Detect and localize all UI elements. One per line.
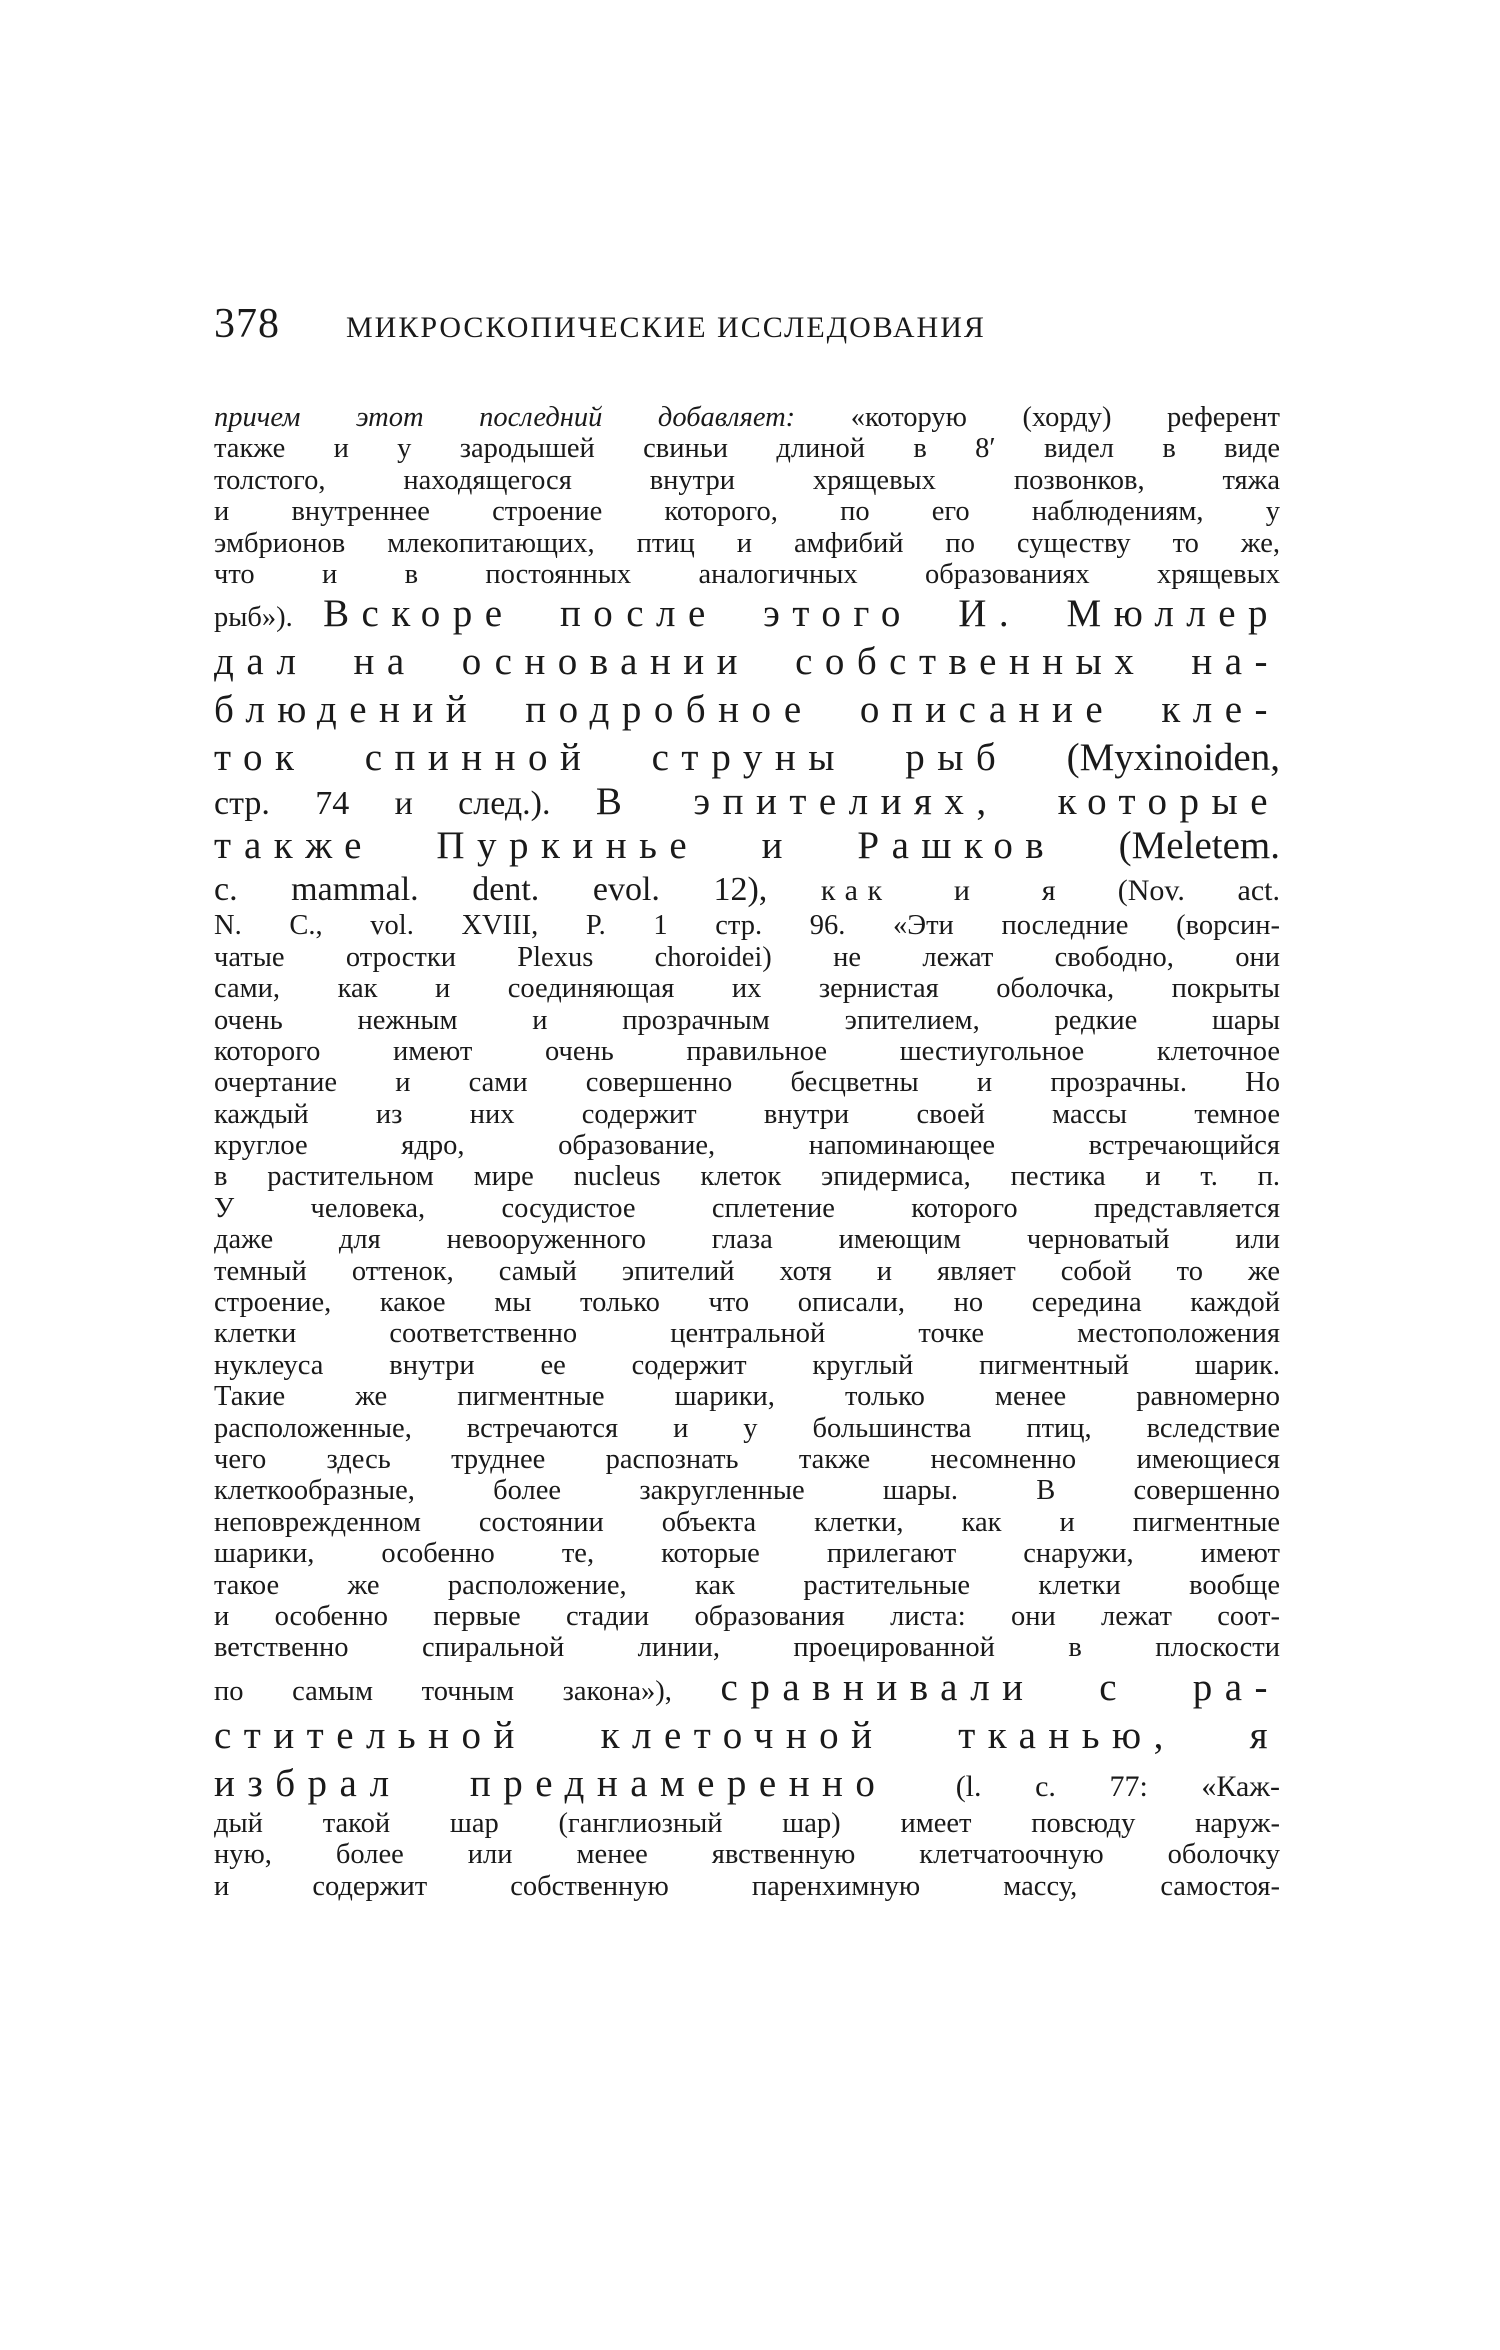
text-line: стительной клеточной тканью, я: [214, 1713, 1280, 1757]
text-line: Такие же пигментные шарики, только менее равномерно: [214, 1381, 1280, 1413]
text-line: клеткообразные, более закругленные шары. В совершенно: [214, 1475, 1280, 1507]
book-page: [214, 300, 1280, 1902]
text-line: по самым точным закона»), сравнивали с ра-: [214, 1665, 1280, 1709]
text-line: рыб»). Вскоре после этого И. Мюллер: [214, 592, 1280, 636]
text-line: также и у зародышей свиньи длиной в 8′ видел в виде: [214, 433, 1280, 465]
text-line: строение, какое мы только что описали, но середина каждой: [214, 1287, 1280, 1319]
text-line: клетки соответственно центральной точке местоположения: [214, 1318, 1280, 1350]
text-line: дый такой шар (ганглиозный шар) имеет повсюду наруж-: [214, 1807, 1280, 1839]
text-line: толстого, находящегося внутри хрящевых позвонков, тяжа: [214, 464, 1280, 496]
text-line: дал на основании собственных на-: [214, 640, 1280, 684]
text-line: У человека, сосудистое сплетение которого представляется: [214, 1192, 1280, 1224]
text-line: причем этот последний добавляет: «которую (хорду) референт: [214, 402, 1280, 433]
text-line: N. C., vol. XVIII, P. 1 стр. 96. «Эти последние (ворсин-: [214, 910, 1280, 942]
text-line: и особенно первые стадии образования листа: они лежат соот-: [214, 1600, 1280, 1632]
text-line: блюдений подробное описание кле-: [214, 688, 1280, 732]
text-line: даже для невооруженного глаза имеющим черноватый или: [214, 1224, 1280, 1256]
text-line: которого имеют очень правильное шестиугольное клеточное: [214, 1035, 1280, 1067]
page-number: 378: [214, 301, 280, 347]
text-line: c. mammal. dent. evol. 12), как и я (Nov. act.: [214, 871, 1280, 909]
text-line: ток спинной струны рыб (Myxinoiden,: [214, 736, 1280, 780]
text-line: эмбрионов млекопитающих, птиц и амфибий по существу то же,: [214, 527, 1280, 559]
text-line: каждый из них содержит внутри своей массы темное: [214, 1098, 1280, 1130]
text-line: избрал преднамеренно (l. c. 77: «Каж-: [214, 1761, 1280, 1805]
text-line: ветственно спиральной линии, проецированной в плоскости: [214, 1632, 1280, 1664]
text-line: сами, как и соединяющая их зернистая оболочка, покрыты: [214, 973, 1280, 1005]
text-line: чатые отростки Plexus choroidei) не лежат свободно, они: [214, 941, 1280, 973]
text-line: очертание и сами совершенно бесцветны и прозрачны. Но: [214, 1067, 1280, 1099]
text-line: и содержит собственную паренхимную массу, самостоя-: [214, 1870, 1280, 1902]
text-line: что и в постоянных аналогичных образованиях хрящевых: [214, 558, 1280, 590]
text-line: шарики, особенно те, которые прилегают снаружи, имеют: [214, 1538, 1280, 1570]
running-title: МИКРОСКОПИЧЕСКИЕ ИССЛЕДОВАНИЯ: [346, 311, 986, 344]
page-header: [214, 300, 1280, 372]
text-line: очень нежным и прозрачным эпителием, редкие шары: [214, 1004, 1280, 1036]
text-line: также Пуркинье и Рашков (Meletem.: [214, 824, 1280, 868]
text-line: чего здесь труднее распознать также несомненно имеющиеся: [214, 1443, 1280, 1475]
text-line: и внутреннее строение которого, по его наблюдениям, у: [214, 496, 1280, 528]
text-line: расположенные, встречаются и у большинства птиц, вследствие: [214, 1412, 1280, 1444]
text-line: в растительном мире nucleus клеток эпидермиса, пестика и т. п.: [214, 1161, 1280, 1193]
text-line: нуклеуса внутри ее содержит круглый пигментный шарик.: [214, 1349, 1280, 1381]
text-line: неповрежденном состоянии объекта клетки, как и пигментные: [214, 1506, 1280, 1538]
text-line: такое же расположение, как растительные клетки вообще: [214, 1569, 1280, 1601]
text-line: ную, более или менее явственную клетчатоочную оболочку: [214, 1839, 1280, 1871]
text-line: стр. 74 и след.). В эпителиях, которые: [214, 780, 1280, 824]
text-line: круглое ядро, образование, напоминающее встречающийся: [214, 1130, 1280, 1162]
body-text: [214, 402, 1280, 1902]
text-line: темный оттенок, самый эпителий хотя и являет собой то же: [214, 1255, 1280, 1287]
